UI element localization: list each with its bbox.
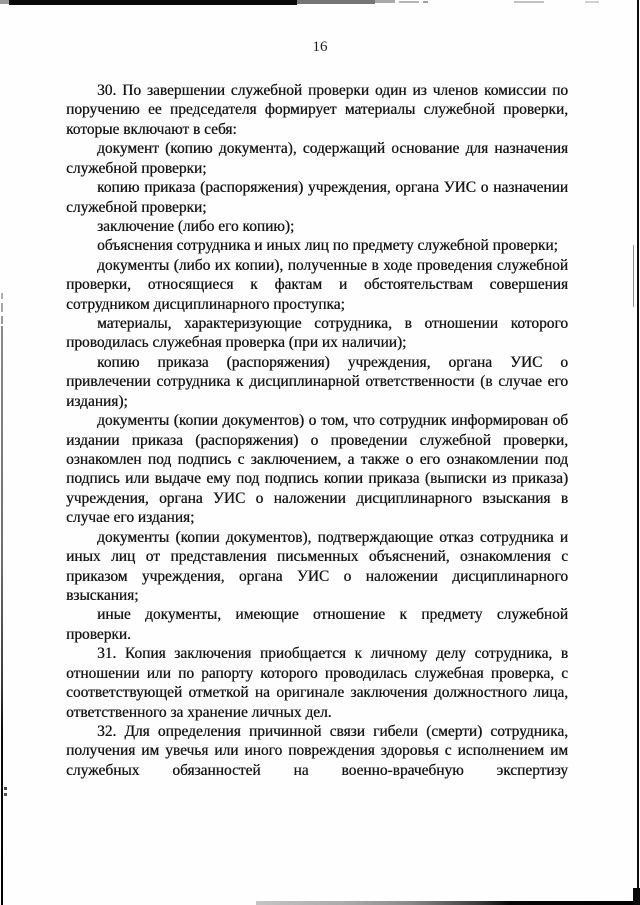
paragraph: объяснения сотрудника и иных лиц по предмету служебной проверки;: [97, 237, 558, 255]
paragraph: документ (копию документа), содержащий основание для назначения служебной проверки;: [66, 140, 568, 177]
scan-edge-right-mark: [633, 245, 634, 307]
scan-edge-left-mark: [4, 793, 7, 796]
paragraph: копию приказа (распоряжения) учреждения, органа УИС о назначении служебной проверки;: [66, 179, 568, 216]
scan-edge-left-dash: [1, 316, 3, 324]
scan-edge-top-dash: [585, 1, 599, 3]
scan-edge-left-mark: [4, 787, 7, 790]
scan-edge-top-light: [375, 0, 395, 3]
scan-edge-top-gray: [297, 0, 375, 4]
paragraph: 31. Копия заключения приобщается к личному делу сотрудника, в отношении или по рапорту которого проводилась служебная проверка, с соответствующей отметкой на оригинале заключения должностного лица, ответственного за хранение личных дел.: [66, 645, 568, 721]
page-number: 16: [312, 39, 328, 55]
scan-edge-right-line: [637, 0, 640, 905]
scan-edge-left-line: [1, 326, 3, 905]
paragraph: документы (копии документов) о том, что сотрудник информирован об издании приказа (распоряжения) о проведении служебной проверки, ознакомлен под подпись с заключением, а также о его ознакомлении под подпись или выдаче ему под подпись копии приказа (выписки из приказа) учреждения, органа УИС о наложении дисциплинарного взыскания в случае его издания;: [66, 412, 568, 527]
scan-edge-top-black: [9, 0, 297, 5]
document-body: [66, 81, 568, 780]
paragraph: иные документы, имеющие отношение к предмету служебной проверки.: [66, 606, 568, 643]
scan-edge-bottom-bar: [256, 901, 640, 905]
paragraph: материалы, характеризующие сотрудника, в отношении которого проводилась служебная проверка (при их наличии);: [66, 315, 568, 352]
scan-edge-left-dash: [1, 293, 3, 299]
paragraph: копию приказа (распоряжения) учреждения, органа УИС о привлечении сотрудника к дисциплинарной ответственности (в случае его издания);: [66, 353, 568, 410]
scan-edge-bottom-corner: [633, 888, 640, 905]
scan-edge-top-dash: [399, 1, 419, 3]
paragraph: заключение (либо его копию);: [97, 217, 295, 235]
paragraph: 30. По завершении служебной проверки один из членов комиссии по поручению ее председателя формирует материалы служебной проверки, которые включают в себя:: [66, 82, 568, 138]
scan-edge-top-dash: [514, 1, 544, 3]
paragraph: документы (копии документов), подтверждающие отказ сотрудника и иных лиц от представления письменных объяснений, ознакомления с приказом учреждения, органа УИС о наложении дисциплинарного взыскания;: [66, 528, 568, 604]
scan-edge-top-start: [0, 0, 9, 4]
paragraph: документы (либо их копии), полученные в ходе проведения служебной проверки, относящиеся к фактам и обстоятельствам совершения сотрудником дисциплинарного проступка;: [66, 256, 568, 313]
scan-edge-top-dash: [423, 1, 428, 3]
scan-edge-left-dash: [1, 303, 3, 312]
paragraph: 32. Для определения причинной связи гибели (смерти) сотрудника, получения им увечья или иного повреждения здоровья с исполнением им служебных обязанностей на военно-врачебную экспертизу: [66, 722, 568, 779]
